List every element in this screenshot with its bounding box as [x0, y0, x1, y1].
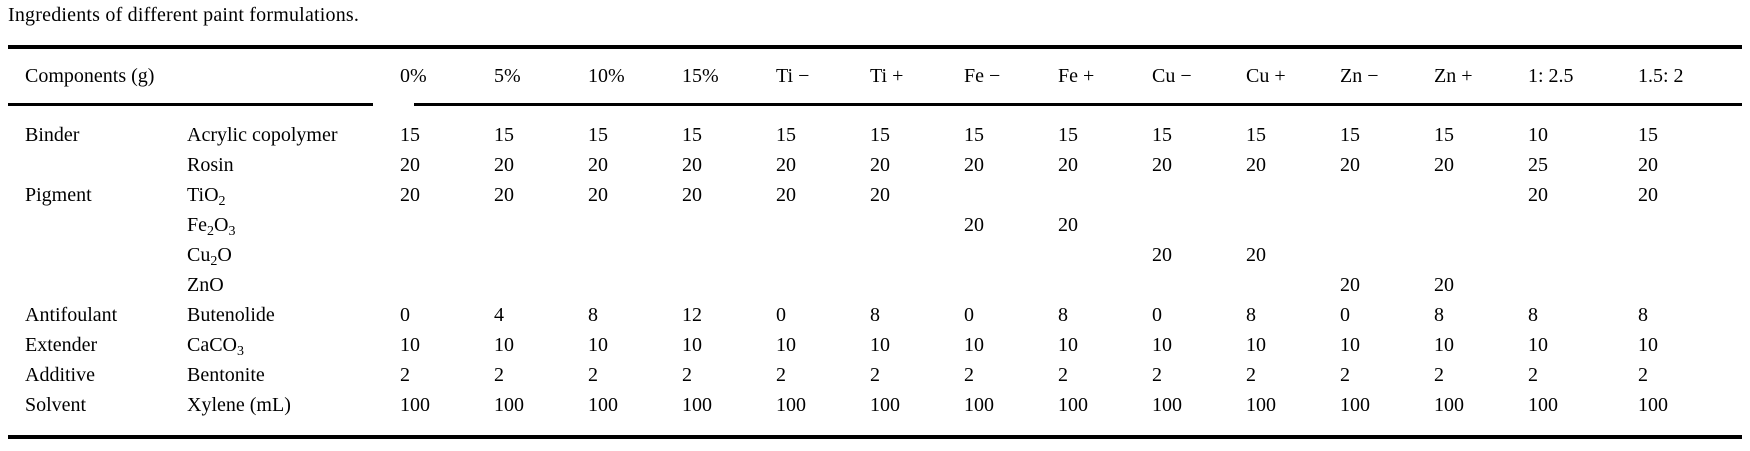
- category-cell: [8, 270, 187, 300]
- value-cell: [1434, 180, 1528, 210]
- category-cell: Pigment: [25, 184, 92, 206]
- value-cell: [588, 240, 682, 270]
- value-cell: 15: [588, 124, 608, 146]
- column-header-cu: Cu +: [1246, 64, 1286, 87]
- value-cell: [1528, 270, 1638, 300]
- value-cell: 8: [588, 304, 598, 326]
- value-cell: 20: [682, 154, 702, 176]
- value-cell: 10: [1058, 334, 1078, 356]
- value-cell: [400, 270, 494, 300]
- value-cell: 100: [1058, 394, 1088, 416]
- value-cell: 20: [870, 184, 890, 206]
- value-cell: 20: [776, 154, 796, 176]
- value-cell: 20: [1246, 154, 1266, 176]
- table-row: [8, 210, 1742, 240]
- table-row: [8, 390, 1742, 420]
- value-cell: [964, 270, 1058, 300]
- value-cell: 0: [776, 304, 786, 326]
- column-header-cu: Cu −: [1152, 64, 1192, 87]
- column-header-15: 15%: [682, 64, 719, 87]
- value-cell: 20: [1246, 244, 1266, 266]
- value-cell: 10: [1528, 124, 1548, 146]
- category-cell: Antifoulant: [25, 304, 118, 326]
- table-row: [8, 180, 1742, 210]
- table-bottom-rule: [8, 435, 1742, 439]
- value-cell: [400, 240, 494, 270]
- value-cell: [1434, 240, 1528, 270]
- column-header-fe: Fe −: [964, 64, 1001, 87]
- value-cell: [1246, 270, 1340, 300]
- column-header-0: 0%: [400, 64, 427, 87]
- ingredient-cell: $Fe_2O_3$: [187, 214, 236, 239]
- value-cell: [1152, 180, 1246, 210]
- value-cell: 100: [400, 394, 430, 416]
- value-cell: 4: [494, 304, 504, 326]
- value-cell: 10: [1434, 334, 1454, 356]
- column-header-10: 10%: [588, 64, 625, 87]
- value-cell: 100: [870, 394, 900, 416]
- value-cell: 0: [400, 304, 410, 326]
- value-cell: 15: [870, 124, 890, 146]
- category-cell: [8, 240, 187, 270]
- value-cell: 20: [1340, 154, 1360, 176]
- column-header-zn: Zn −: [1340, 64, 1379, 87]
- value-cell: 15: [1152, 124, 1172, 146]
- ingredient-cell: $Cu_2O$: [187, 244, 232, 269]
- value-cell: [682, 270, 776, 300]
- ingredient-cell: Xylene (mL): [187, 394, 291, 416]
- value-cell: 100: [494, 394, 524, 416]
- header-row: [8, 49, 1742, 103]
- value-cell: [1246, 180, 1340, 210]
- value-cell: 8: [1246, 304, 1256, 326]
- column-header-ti: Ti −: [776, 64, 810, 87]
- value-cell: 2: [870, 364, 880, 386]
- value-cell: [1152, 270, 1246, 300]
- value-cell: [588, 210, 682, 240]
- value-cell: 15: [682, 124, 702, 146]
- table-row: [8, 270, 1742, 300]
- value-cell: 10: [400, 334, 420, 356]
- value-cell: [1340, 210, 1434, 240]
- value-cell: 20: [1528, 184, 1548, 206]
- paper-table-figure: [8, 0, 1742, 451]
- value-cell: 2: [682, 364, 692, 386]
- value-cell: [1528, 240, 1638, 270]
- ingredient-cell: ZnO: [187, 274, 224, 296]
- value-cell: 10: [1340, 334, 1360, 356]
- value-cell: 25: [1528, 154, 1548, 176]
- value-cell: 20: [682, 184, 702, 206]
- value-cell: [1246, 210, 1340, 240]
- value-cell: 2: [1340, 364, 1350, 386]
- value-cell: 100: [1528, 394, 1558, 416]
- column-header-fe: Fe +: [1058, 64, 1095, 87]
- value-cell: [1340, 240, 1434, 270]
- table-row: [8, 240, 1742, 270]
- table-row: [8, 300, 1742, 330]
- value-cell: 20: [494, 184, 514, 206]
- value-cell: [588, 270, 682, 300]
- value-cell: 20: [588, 184, 608, 206]
- category-cell: Additive: [25, 364, 95, 386]
- value-cell: [1058, 240, 1152, 270]
- value-cell: 15: [494, 124, 514, 146]
- ingredient-cell: CaCO$_3$: [187, 334, 244, 359]
- column-header-1-2.5: 1: 2.5: [1528, 64, 1574, 87]
- value-cell: [400, 210, 494, 240]
- value-cell: 2: [400, 364, 410, 386]
- value-cell: [1434, 210, 1528, 240]
- value-cell: 20: [588, 154, 608, 176]
- value-cell: 2: [588, 364, 598, 386]
- value-cell: 100: [682, 394, 712, 416]
- value-cell: 20: [776, 184, 796, 206]
- value-cell: 2: [1528, 364, 1538, 386]
- value-cell: 2: [964, 364, 974, 386]
- value-cell: 20: [964, 214, 984, 236]
- value-cell: [1058, 180, 1152, 210]
- column-header-5: 5%: [494, 64, 521, 87]
- value-cell: 20: [1638, 184, 1658, 206]
- value-cell: 8: [1528, 304, 1538, 326]
- value-cell: 15: [1246, 124, 1266, 146]
- value-cell: 8: [1434, 304, 1444, 326]
- value-cell: 12: [682, 304, 702, 326]
- value-cell: 15: [1434, 124, 1454, 146]
- category-cell: Extender: [25, 334, 98, 356]
- value-cell: 2: [494, 364, 504, 386]
- value-cell: 2: [776, 364, 786, 386]
- value-cell: 2: [1058, 364, 1068, 386]
- value-cell: 8: [1638, 304, 1648, 326]
- value-cell: 10: [588, 334, 608, 356]
- value-cell: 0: [1340, 304, 1350, 326]
- value-cell: [870, 270, 964, 300]
- value-cell: 15: [1340, 124, 1360, 146]
- table-row: [8, 150, 1742, 180]
- ingredients-table: [8, 49, 1742, 420]
- value-cell: [776, 240, 870, 270]
- value-cell: 10: [1528, 334, 1548, 356]
- value-cell: [1340, 180, 1434, 210]
- value-cell: 10: [1246, 334, 1266, 356]
- value-cell: 20: [1058, 214, 1078, 236]
- table-row: [8, 103, 1742, 150]
- value-cell: 10: [1152, 334, 1172, 356]
- category-cell: [8, 210, 187, 240]
- value-cell: [494, 270, 588, 300]
- value-cell: [1638, 270, 1742, 300]
- value-cell: 15: [964, 124, 984, 146]
- value-cell: 20: [1434, 154, 1454, 176]
- value-cell: 100: [964, 394, 994, 416]
- table-caption: Ingredients of different paint formulations.: [8, 4, 360, 26]
- category-cell: [8, 150, 187, 180]
- value-cell: [1528, 210, 1638, 240]
- value-cell: 10: [494, 334, 514, 356]
- value-cell: 20: [400, 184, 420, 206]
- column-header-1.5-2: 1.5: 2: [1638, 64, 1684, 87]
- value-cell: 20: [1638, 154, 1658, 176]
- ingredient-cell: Butenolide: [187, 304, 275, 326]
- value-cell: 100: [1638, 394, 1668, 416]
- value-cell: [776, 270, 870, 300]
- category-cell: Binder: [25, 124, 80, 146]
- value-cell: 20: [494, 154, 514, 176]
- value-cell: [870, 210, 964, 240]
- value-cell: 20: [1434, 274, 1454, 296]
- value-cell: 2: [1434, 364, 1444, 386]
- value-cell: [682, 240, 776, 270]
- value-cell: 15: [400, 124, 420, 146]
- value-cell: [776, 210, 870, 240]
- value-cell: 15: [1058, 124, 1078, 146]
- value-cell: [964, 240, 1058, 270]
- value-cell: 10: [964, 334, 984, 356]
- value-cell: 15: [1638, 124, 1658, 146]
- value-cell: 0: [1152, 304, 1162, 326]
- value-cell: [964, 180, 1058, 210]
- ingredient-cell: Rosin: [187, 154, 234, 176]
- value-cell: 20: [1340, 274, 1360, 296]
- value-cell: 10: [1638, 334, 1658, 356]
- value-cell: 10: [682, 334, 702, 356]
- value-cell: 20: [1152, 244, 1172, 266]
- value-cell: 20: [400, 154, 420, 176]
- value-cell: [1058, 270, 1152, 300]
- table-row: [8, 330, 1742, 360]
- value-cell: 100: [1340, 394, 1370, 416]
- ingredient-cell: Bentonite: [187, 364, 265, 386]
- value-cell: 100: [1152, 394, 1182, 416]
- value-cell: 8: [1058, 304, 1068, 326]
- column-header-zn: Zn +: [1434, 64, 1473, 87]
- table-row: [8, 360, 1742, 390]
- components-header: Components (g): [25, 64, 155, 87]
- value-cell: 2: [1246, 364, 1256, 386]
- value-cell: 2: [1638, 364, 1648, 386]
- value-cell: [494, 210, 588, 240]
- value-cell: 0: [964, 304, 974, 326]
- value-cell: [870, 240, 964, 270]
- value-cell: 2: [1152, 364, 1162, 386]
- value-cell: 100: [776, 394, 806, 416]
- category-cell: Solvent: [25, 394, 87, 416]
- value-cell: [682, 210, 776, 240]
- value-cell: [1638, 240, 1742, 270]
- value-cell: [1638, 210, 1742, 240]
- value-cell: 100: [588, 394, 618, 416]
- ingredient-cell: Acrylic copolymer: [187, 124, 338, 146]
- value-cell: 100: [1246, 394, 1276, 416]
- value-cell: 100: [1434, 394, 1464, 416]
- ingredient-cell: TiO$_2$: [187, 184, 226, 209]
- value-cell: [1152, 210, 1246, 240]
- value-cell: 8: [870, 304, 880, 326]
- value-cell: 20: [870, 154, 890, 176]
- value-cell: 10: [776, 334, 796, 356]
- value-cell: [494, 240, 588, 270]
- value-cell: 10: [870, 334, 890, 356]
- value-cell: 15: [776, 124, 796, 146]
- value-cell: 20: [1058, 154, 1078, 176]
- column-header-ti: Ti +: [870, 64, 904, 87]
- value-cell: 20: [1152, 154, 1172, 176]
- value-cell: 20: [964, 154, 984, 176]
